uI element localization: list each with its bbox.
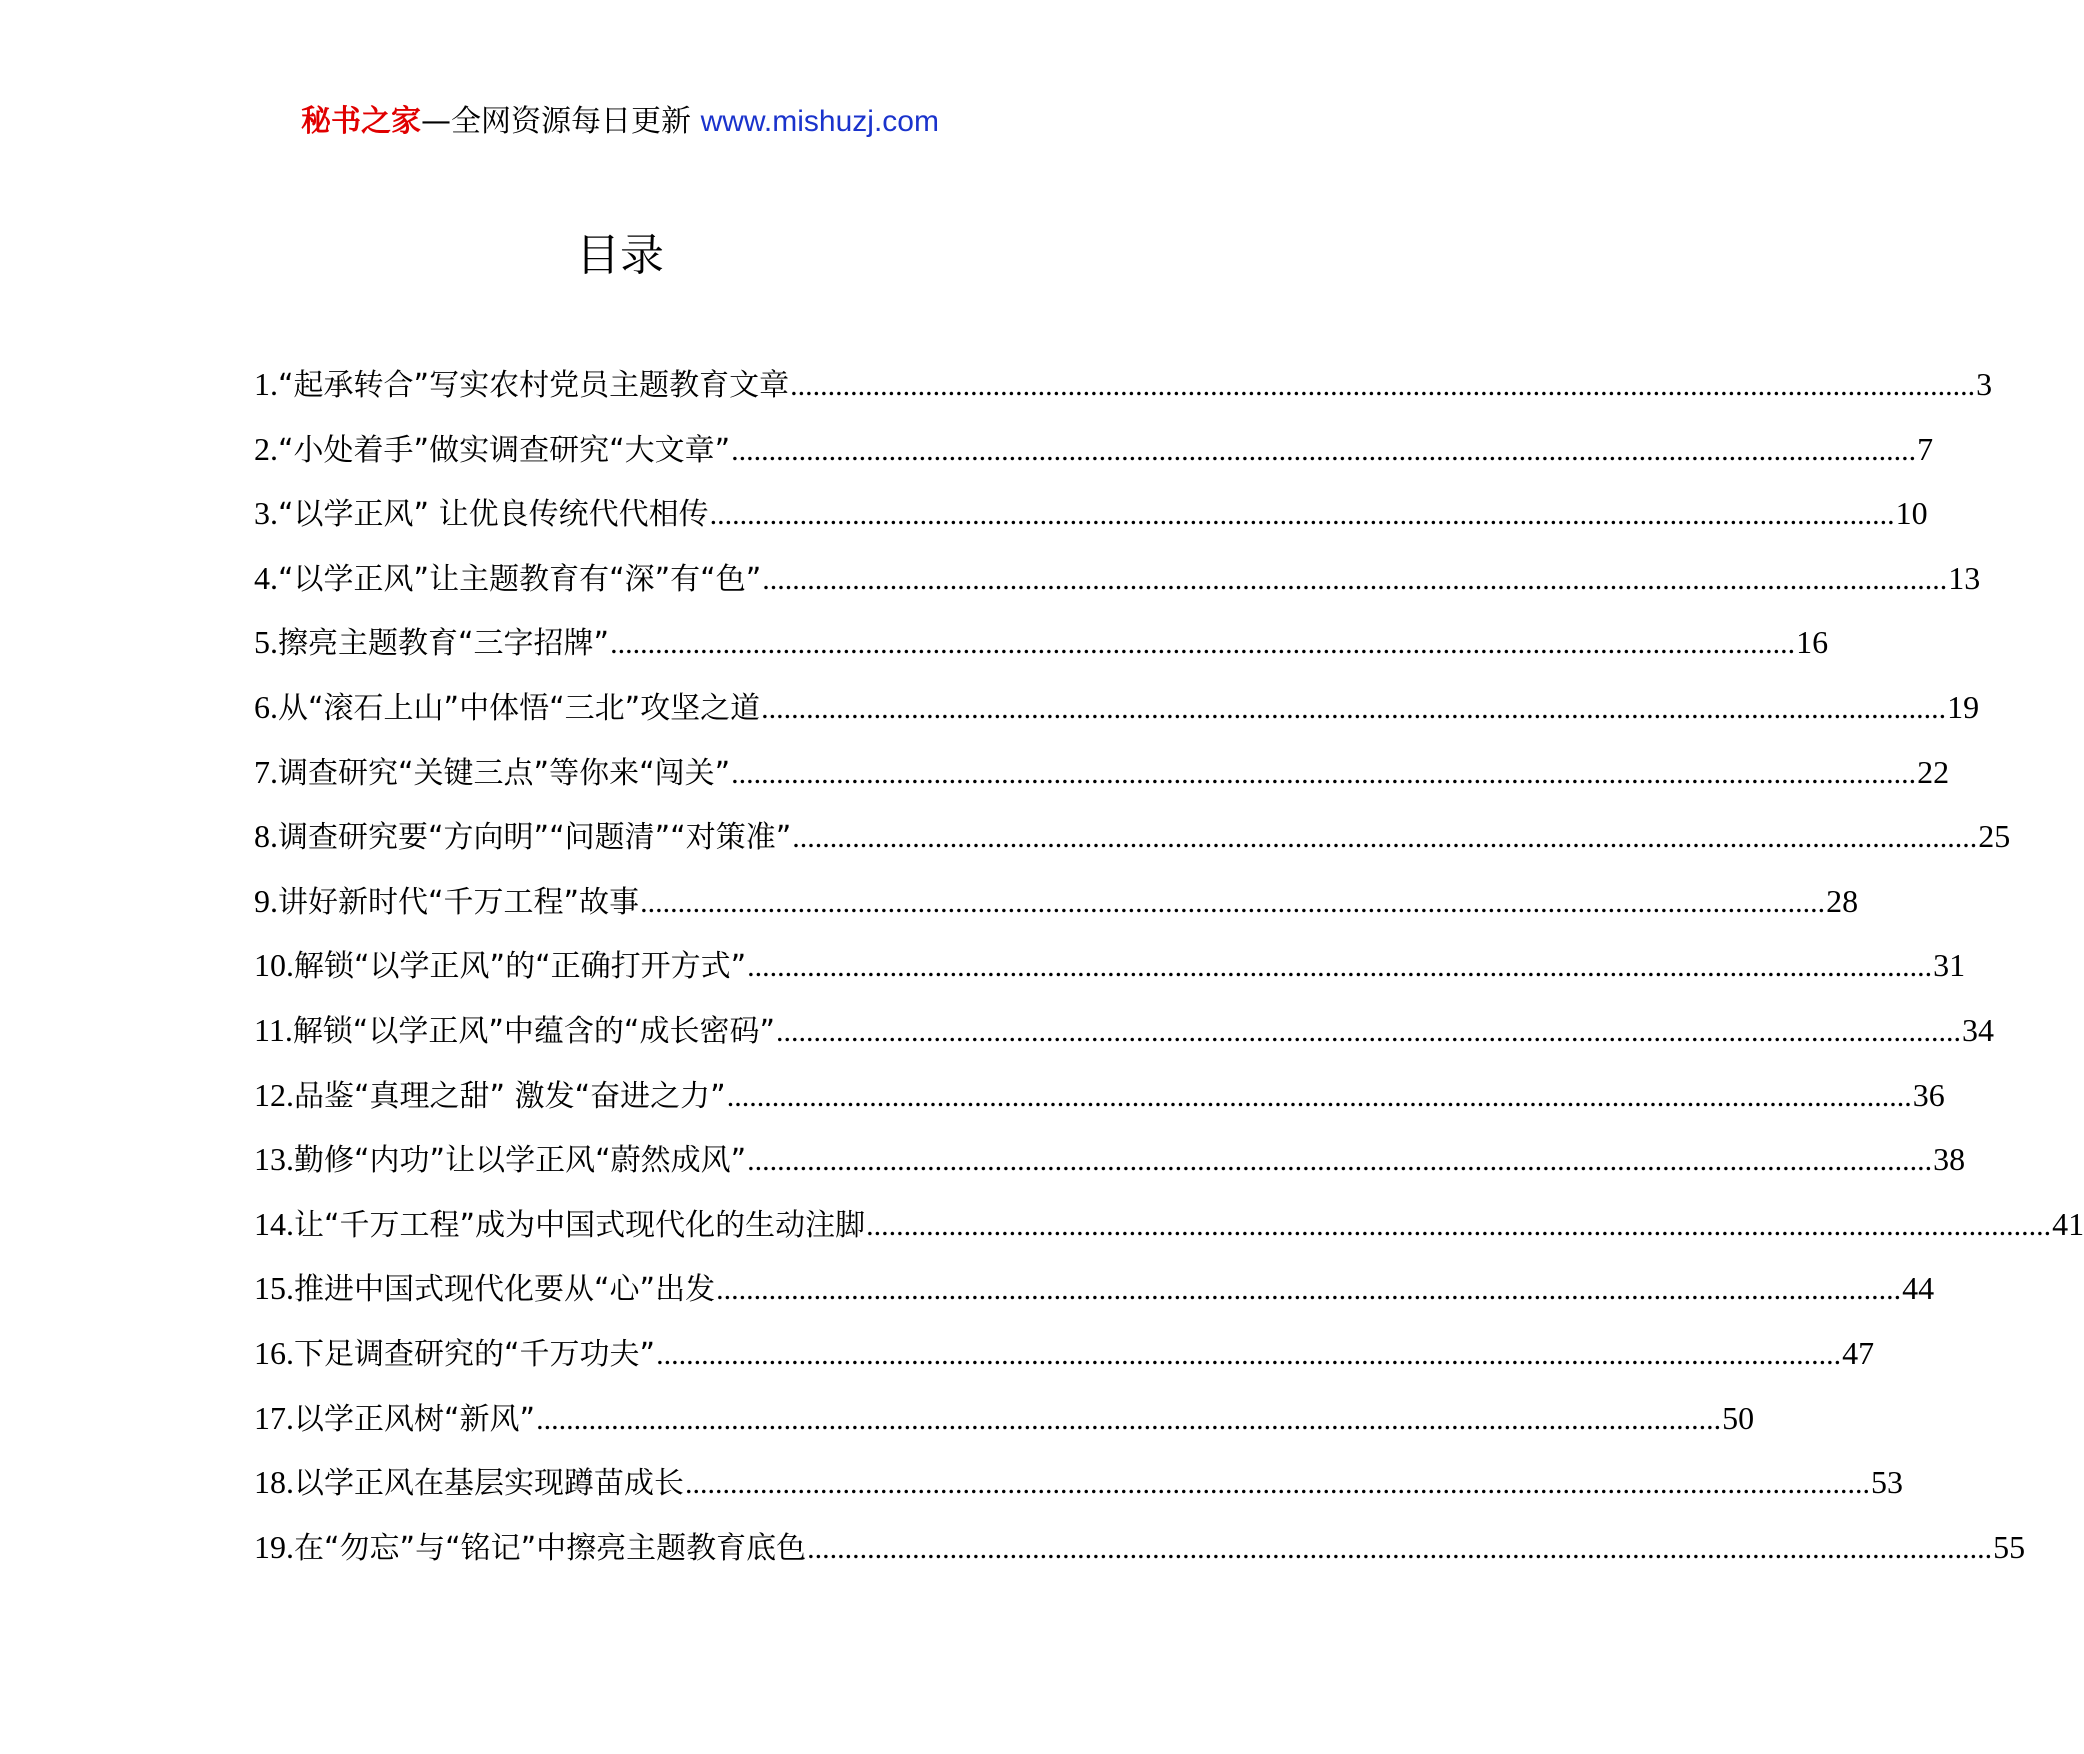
toc-leader-dots bbox=[727, 1077, 1912, 1117]
toc-entry-title: 解锁“以学正风”的“正确打开方式” bbox=[294, 949, 747, 985]
page-title: 目录 bbox=[576, 230, 664, 281]
toc-entry[interactable] bbox=[254, 1527, 2026, 1592]
toc-entry-title: 让“千万工程”成为中国式现代化的生动注脚 bbox=[294, 1207, 866, 1243]
toc-entry-title: 推进中国式现代化要从“心”出发 bbox=[294, 1272, 716, 1308]
toc-entry[interactable] bbox=[254, 881, 1859, 946]
toc-leader-dots bbox=[790, 366, 1975, 406]
toc-leader-dots bbox=[761, 689, 1946, 729]
toc-entry-page: 47 bbox=[1842, 1334, 1875, 1371]
toc-leader-dots bbox=[747, 1141, 1932, 1181]
toc-entry-page: 38 bbox=[1933, 1141, 1966, 1178]
toc-leader-dots bbox=[710, 495, 1895, 535]
toc-entry-number: 11. bbox=[254, 1011, 293, 1048]
toc-leader-dots bbox=[731, 431, 1916, 471]
toc-entry[interactable] bbox=[254, 622, 1829, 687]
toc-entry-page: 36 bbox=[1912, 1076, 1945, 1113]
toc-entry-number: 3. bbox=[254, 495, 278, 532]
toc-entry-page: 34 bbox=[1961, 1011, 1994, 1048]
toc-entry[interactable] bbox=[254, 1010, 1994, 1075]
toc-leader-dots bbox=[685, 1464, 1870, 1504]
toc-entry-number: 15. bbox=[254, 1270, 294, 1307]
toc-entry-page: 22 bbox=[1917, 753, 1950, 790]
toc-entry-title: 从“滚石上山”中体悟“三北”攻坚之道 bbox=[278, 690, 761, 726]
toc-leader-dots bbox=[731, 754, 1916, 794]
toc-entry[interactable] bbox=[254, 429, 1934, 494]
toc-leader-dots bbox=[792, 818, 1977, 858]
toc-leader-dots bbox=[716, 1270, 1901, 1310]
toc-entry-number: 14. bbox=[254, 1205, 294, 1242]
brand-name: 秘书之家 bbox=[301, 104, 422, 139]
toc-entry[interactable] bbox=[254, 1268, 1935, 1333]
toc-entry-number: 18. bbox=[254, 1464, 294, 1501]
header-tagline: —全网资源每日更新 bbox=[421, 104, 701, 139]
toc-entry-number: 1. bbox=[254, 366, 278, 402]
toc-entry-number: 2. bbox=[254, 430, 278, 467]
toc-entry[interactable] bbox=[254, 1398, 1755, 1463]
toc-entry-page: 28 bbox=[1826, 882, 1859, 919]
toc-entry-title: “以学正风”让主题教育有“深”有“色” bbox=[278, 561, 762, 597]
toc-entry[interactable] bbox=[254, 945, 1966, 1010]
toc-entry-title: 在“勿忘”与“铭记”中擦亮主题教育底色 bbox=[294, 1530, 807, 1566]
toc-leader-dots bbox=[610, 624, 1795, 664]
toc-entry-title: 下足调查研究的“千万功夫” bbox=[294, 1336, 656, 1372]
toc-entry-number: 19. bbox=[254, 1528, 294, 1565]
toc-entry-title: 解锁“以学正风”中蕴含的“成长密码” bbox=[292, 1013, 775, 1049]
toc-entry-page: 44 bbox=[1902, 1270, 1935, 1307]
toc-leader-dots bbox=[762, 560, 1947, 600]
toc-entry-title: 调查研究“关键三点”等你来“闯关” bbox=[278, 755, 731, 791]
toc-entry-title: 勤修“内功”让以学正风“蔚然成风” bbox=[294, 1143, 747, 1179]
toc-entry-title: 以学正风在基层实现蹲苗成长 bbox=[294, 1466, 684, 1502]
site-header bbox=[0, 102, 1240, 142]
toc-entry-page: 16 bbox=[1796, 624, 1829, 661]
toc-entry[interactable] bbox=[254, 752, 1950, 817]
toc-entry[interactable] bbox=[254, 1204, 2084, 1269]
toc-entry[interactable] bbox=[254, 1462, 1903, 1527]
toc-entry[interactable] bbox=[254, 816, 2011, 881]
table-of-contents bbox=[254, 364, 2084, 1591]
toc-entry-number: 10. bbox=[254, 947, 294, 984]
toc-entry-number: 17. bbox=[254, 1399, 294, 1436]
toc-entry-page: 53 bbox=[1871, 1464, 1903, 1501]
toc-entry-number: 5. bbox=[254, 624, 278, 661]
toc-entry-page: 3 bbox=[1976, 366, 1993, 402]
toc-entry-number: 12. bbox=[254, 1076, 294, 1113]
toc-entry-title: 品鉴“真理之甜” 激发“奋进之力” bbox=[294, 1078, 726, 1114]
toc-entry-number: 13. bbox=[254, 1141, 294, 1178]
toc-entry-title: 以学正风树“新风” bbox=[294, 1401, 536, 1437]
toc-entry-number: 6. bbox=[254, 688, 278, 725]
toc-leader-dots bbox=[807, 1529, 1992, 1569]
toc-entry-page: 19 bbox=[1947, 688, 1980, 725]
toc-leader-dots bbox=[866, 1206, 2051, 1246]
toc-entry[interactable] bbox=[254, 493, 1928, 558]
toc-leader-dots bbox=[747, 947, 1932, 987]
toc-entry-page: 50 bbox=[1722, 1399, 1755, 1436]
toc-entry[interactable] bbox=[254, 687, 1980, 752]
toc-entry-number: 16. bbox=[254, 1334, 294, 1371]
toc-entry-page: 10 bbox=[1895, 495, 1928, 532]
toc-entry-page: 41 bbox=[2052, 1205, 2084, 1242]
toc-entry-title: 调查研究要“方向明”“问题清”“对策准” bbox=[278, 820, 792, 856]
toc-entry-page: 13 bbox=[1948, 559, 1981, 596]
toc-entry-title: “以学正风” 让优良传统代代相传 bbox=[278, 497, 709, 533]
toc-entry-title: 擦亮主题教育“三字招牌” bbox=[278, 626, 610, 662]
toc-leader-dots bbox=[640, 883, 1825, 923]
toc-entry-page: 7 bbox=[1917, 430, 1934, 467]
toc-entry[interactable] bbox=[254, 1333, 1875, 1398]
toc-entry-page: 25 bbox=[1978, 818, 2011, 855]
toc-entry-page: 31 bbox=[1933, 947, 1966, 984]
toc-entry-title: “小处着手”做实调查研究“大文章” bbox=[278, 432, 731, 468]
toc-leader-dots bbox=[656, 1335, 1841, 1375]
toc-entry[interactable] bbox=[254, 1075, 1945, 1140]
toc-entry-page: 55 bbox=[1993, 1528, 2026, 1565]
toc-entry[interactable] bbox=[254, 1139, 1966, 1204]
toc-entry-number: 8. bbox=[254, 818, 278, 855]
toc-leader-dots bbox=[776, 1012, 1961, 1052]
toc-entry[interactable] bbox=[254, 364, 1993, 429]
toc-entry-number: 7. bbox=[254, 753, 278, 790]
toc-entry-title: 讲好新时代“千万工程”故事 bbox=[278, 884, 640, 920]
toc-entry-number: 4. bbox=[254, 559, 278, 596]
toc-leader-dots bbox=[536, 1400, 1721, 1440]
toc-entry[interactable] bbox=[254, 558, 1981, 623]
site-url-link[interactable]: www.mishuzj.com bbox=[700, 105, 939, 138]
toc-entry-number: 9. bbox=[254, 882, 278, 919]
toc-entry-title: “起承转合”写实农村党员主题教育文章 bbox=[278, 368, 790, 403]
